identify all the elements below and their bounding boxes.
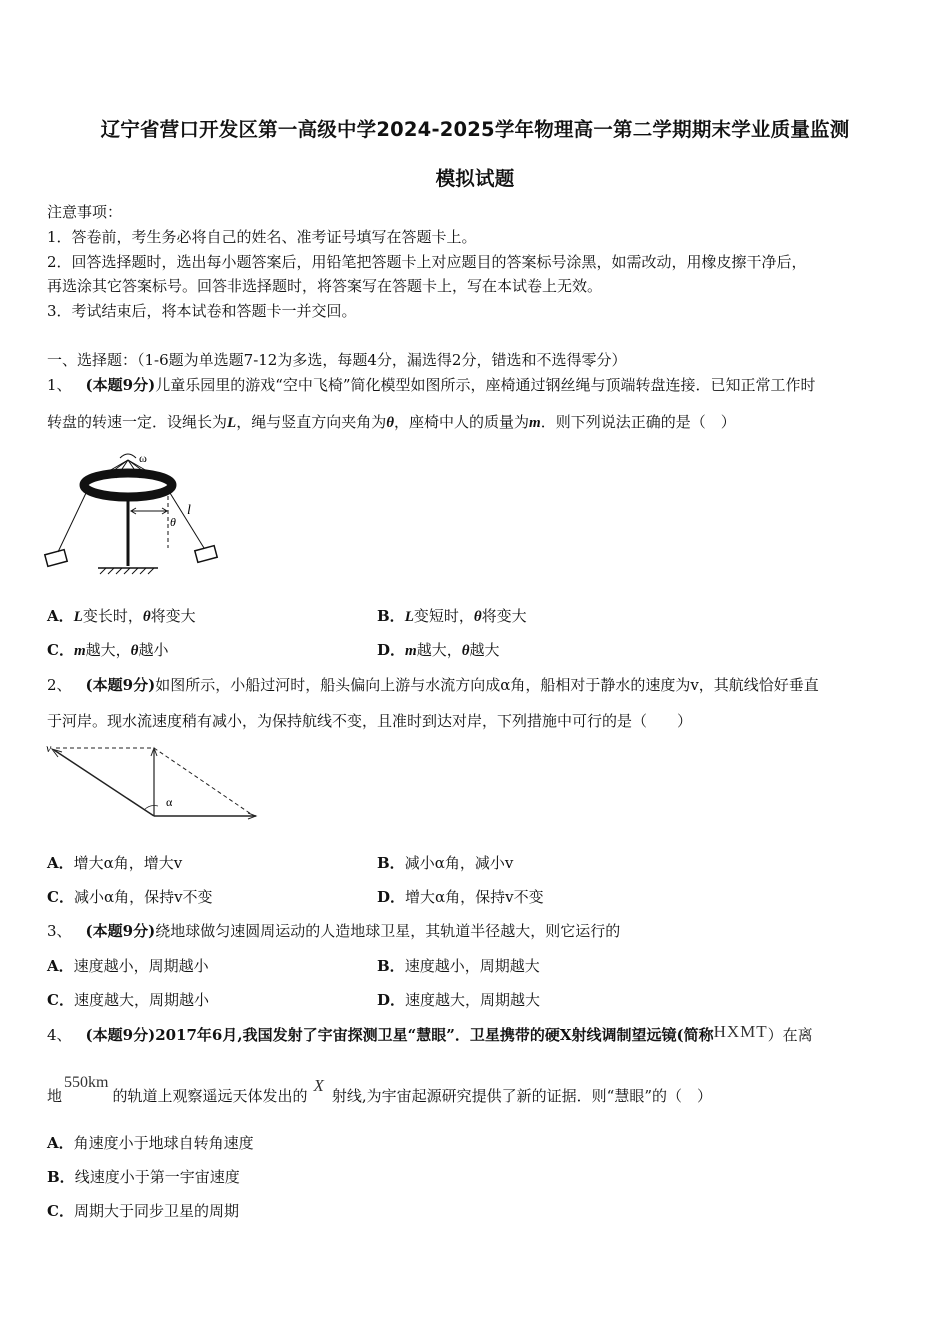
figure-label-omega: ω [139, 451, 147, 465]
option-text: 周期大于同步卫星的周期 [73, 1202, 239, 1220]
option-text: 越小 [138, 641, 169, 659]
question-2-line2: 于河岸。现水流速度稍有减小，为保持航线不变，且准时到达对岸，下列措施中可行的是（ ） [47, 712, 693, 730]
question-text: 2017年6月,我国发射了宇宙探测卫星“慧眼”．卫星携带的硬X射线调制望远镜(简称 [155, 1026, 714, 1044]
option-key: C． [47, 991, 74, 1009]
option-text: 减小α角，保持v不变 [73, 888, 213, 906]
option-key: B． [377, 957, 405, 975]
question-text: 的轨道上观察遥远天体发出的 [112, 1087, 308, 1105]
option-key: A． [47, 957, 74, 975]
option-var: θ [461, 643, 470, 659]
option-var: m [405, 643, 417, 659]
question-points: (本题9分) [85, 1026, 156, 1044]
section-heading: 一、选择题：（1-6题为单选题7-12为多选，每题4分，漏选得2分，错选和不选得零分） [47, 351, 627, 369]
question-text: ，绳与竖直方向夹角为 [236, 413, 387, 431]
flying-chair-figure [40, 448, 230, 578]
option-key: C． [47, 1202, 74, 1220]
option-key: A． [47, 854, 74, 872]
option-key: B． [377, 854, 405, 872]
question-number: 2、 [47, 676, 72, 694]
question-text: ，座椅中人的质量为 [394, 413, 530, 431]
notice-item: 3．考试结束后，将本试卷和答题卡一并交回。 [47, 302, 357, 320]
option-text: 增大α角，保持v不变 [405, 888, 544, 906]
question-text: ．则下列说法正确的是（ ） [540, 413, 736, 431]
option-var: θ [142, 609, 151, 625]
option-text: 速度越大，周期越小 [73, 991, 209, 1009]
question-4-line1 [47, 1022, 813, 1045]
notice-heading: 注意事项： [47, 203, 123, 221]
option-text: 线速度小于第一宇宙速度 [74, 1168, 240, 1186]
option-a[interactable] [47, 606, 196, 627]
question-text: 射线,为宇宙起源研究提供了新的证据．则“慧眼”的（ ） [331, 1087, 712, 1105]
option-key: B． [377, 607, 405, 625]
figure-label-l: l [187, 503, 191, 518]
question-3-line1 [47, 921, 620, 941]
variable-x: X [313, 1076, 324, 1095]
question-points: (本题9分) [85, 676, 156, 694]
question-text: 绕地球做匀速圆周运动的人造地球卫星，其轨道半径越大，则它运行的 [155, 922, 621, 940]
option-text: 减小α角，减小v [404, 854, 514, 872]
option-text: 将变大 [481, 607, 527, 625]
orbit-distance: 550km [64, 1074, 109, 1091]
option-key: A． [47, 1134, 74, 1152]
question-text: 转盘的转速一定．设绳长为 [47, 413, 228, 431]
option-b[interactable] [377, 956, 540, 976]
option-text: 角速度小于地球自转角速度 [73, 1134, 254, 1152]
question-text: 儿童乐园里的游戏“空中飞椅”简化模型如图所示，座椅通过钢丝绳与顶端转盘连接．已知正常工作时 [155, 376, 816, 394]
option-d[interactable] [377, 990, 540, 1010]
option-c[interactable] [47, 1201, 239, 1221]
option-a[interactable] [47, 956, 209, 976]
option-key: C． [47, 641, 74, 659]
question-2-line1 [47, 675, 819, 695]
question-points: (本题9分) [85, 376, 156, 394]
variable-theta: θ [386, 415, 394, 431]
question-number: 3、 [47, 922, 72, 940]
question-1-line2 [47, 412, 736, 433]
option-var: L [404, 609, 414, 625]
option-text: 越大 [469, 641, 500, 659]
option-key: D． [377, 641, 406, 659]
notice-item: 1．答卷前，考生务必将自己的姓名、准考证号填写在答题卡上。 [47, 228, 477, 246]
option-c[interactable] [47, 887, 213, 907]
option-c[interactable] [47, 990, 209, 1010]
option-c[interactable] [47, 640, 168, 661]
option-text: 速度越大，周期越大 [405, 991, 541, 1009]
question-1-line1 [47, 375, 816, 395]
question-4-line2 [47, 1074, 712, 1107]
option-d[interactable] [377, 640, 500, 661]
option-d[interactable] [377, 887, 544, 907]
question-number: 1、 [47, 376, 72, 394]
question-points: (本题9分) [85, 922, 156, 940]
figure-label-alpha: α [166, 795, 173, 809]
option-var: m [73, 643, 86, 659]
notice-item: 再选涂其它答案标号。回答非选择题时，将答案写在答题卡上，写在本试卷上无效。 [47, 277, 603, 295]
option-a[interactable] [47, 1133, 254, 1153]
question-text: ）在离 [767, 1026, 813, 1044]
option-var: L [73, 609, 83, 625]
boat-velocity-figure [40, 738, 270, 828]
option-key: D． [377, 991, 406, 1009]
option-text: 变长时， [82, 607, 143, 625]
abbrev-hxmt: HXMT [713, 1022, 768, 1041]
option-b[interactable] [377, 606, 527, 627]
option-text: 越大， [416, 641, 462, 659]
option-text: 速度越小，周期越大 [404, 957, 540, 975]
question-text: 如图所示，小船过河时，船头偏向上游与水流方向成α角，船相对于静水的速度为v，其航线恰好垂直 [155, 676, 819, 694]
option-text: 增大α角，增大v [73, 854, 183, 872]
option-b[interactable] [47, 1167, 240, 1187]
option-key: B． [47, 1168, 75, 1186]
option-key: A． [47, 607, 74, 625]
notice-item: 2．回答选择题时，选出每小题答案后，用铅笔把答题卡上对应题目的答案标号涂黑，如需改动，用橡皮擦干净后， [47, 253, 807, 271]
option-text: 越大， [85, 641, 131, 659]
option-text: 将变大 [150, 607, 196, 625]
exam-title-line1: 辽宁省营口开发区第一高级中学2024-2025学年物理高一第二学期期末学业质量监测 [100, 118, 850, 141]
variable-m: m [529, 415, 541, 431]
variable-L: L [227, 415, 237, 431]
figure-label-v: v [46, 741, 52, 755]
option-var: θ [473, 609, 482, 625]
option-key: D． [377, 888, 406, 906]
exam-title-line2: 模拟试题 [435, 167, 515, 190]
option-text: 速度越小，周期越小 [73, 957, 209, 975]
option-text: 变短时， [413, 607, 474, 625]
option-key: C． [47, 888, 74, 906]
option-var: θ [130, 643, 139, 659]
figure-label-theta: θ [170, 515, 176, 529]
option-b[interactable] [377, 853, 513, 873]
option-a[interactable] [47, 853, 182, 873]
question-number: 4、 [47, 1026, 72, 1044]
question-text: 地 [47, 1087, 63, 1105]
